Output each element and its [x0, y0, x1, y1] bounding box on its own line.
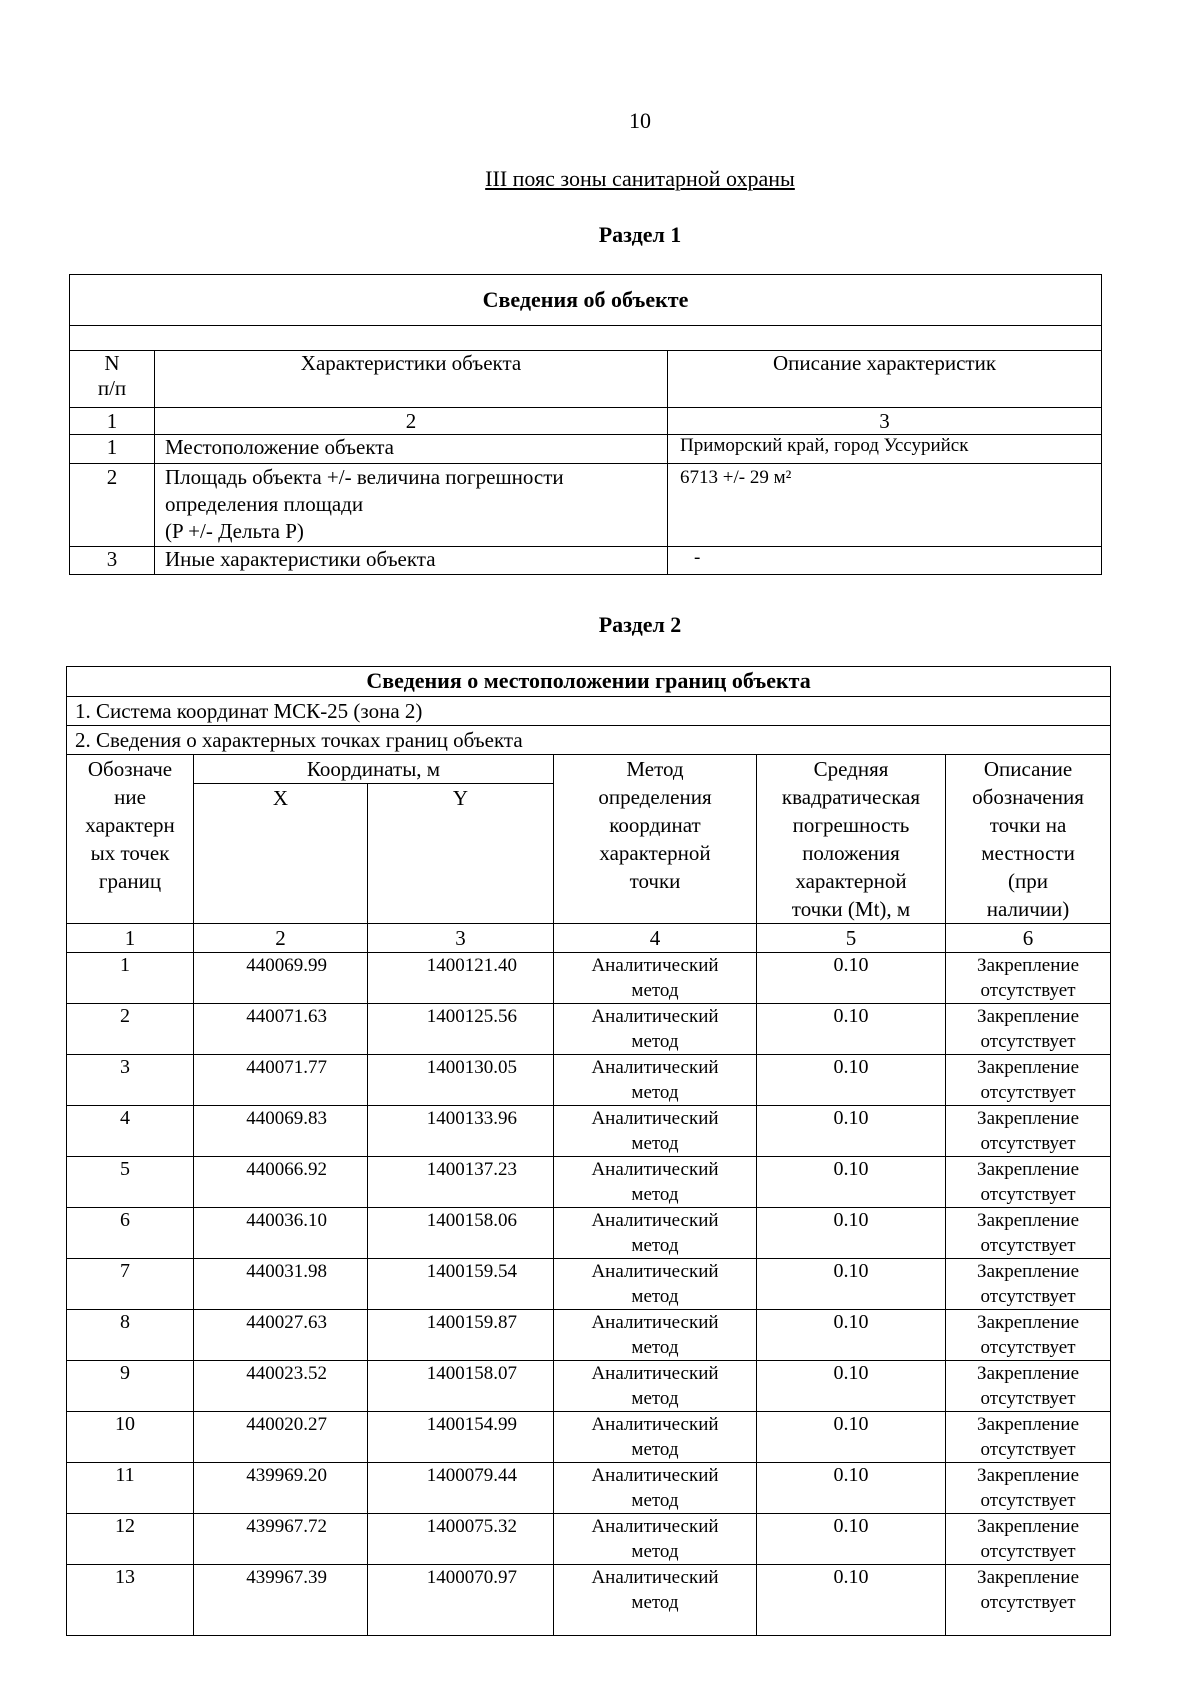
header-line: погрешность [792, 813, 910, 837]
header-num [70, 351, 155, 408]
col-number: 2 [155, 408, 668, 435]
row-description: Приморский край, город Уссурийск [668, 435, 1102, 464]
point-marking-line: Закрепление [977, 1465, 1080, 1486]
point-method-line: Аналитический [591, 1363, 719, 1384]
point-x: 439967.72 [194, 1514, 368, 1565]
point-number: 9 [67, 1361, 194, 1412]
table-row [67, 1208, 1111, 1259]
point-method-line: Аналитический [591, 1006, 719, 1027]
point-x: 440031.98 [194, 1259, 368, 1310]
col-number: 1 [70, 408, 155, 435]
point-method-line: метод [631, 1388, 679, 1409]
header-num-line1: N [104, 351, 120, 375]
col-number: 5 [757, 924, 946, 953]
header-line: определения [598, 785, 712, 809]
point-x: 440036.10 [194, 1208, 368, 1259]
point-marking-line: Закрепление [977, 955, 1080, 976]
point-x: 440069.99 [194, 953, 368, 1004]
point-marking-line: отсутствует [980, 1439, 1076, 1460]
row-characteristic-line: (P +/- Дельта P) [165, 519, 304, 543]
point-marking-line: отсутствует [980, 1031, 1076, 1052]
header-line: характерн [85, 813, 175, 837]
point-marking-line: отсутствует [980, 1592, 1076, 1613]
header-line: характерной [599, 841, 711, 865]
header-line: границ [98, 869, 162, 893]
point-marking-line: отсутствует [980, 1337, 1076, 1358]
point-x: 440023.52 [194, 1361, 368, 1412]
point-number: 7 [67, 1259, 194, 1310]
table-row [67, 1106, 1111, 1157]
point-number: 11 [67, 1463, 194, 1514]
row-num: 2 [70, 464, 155, 547]
point-y: 1400121.40 [368, 953, 554, 1004]
table-row [67, 1565, 1111, 1636]
point-method-line: Аналитический [591, 1567, 719, 1588]
point-marking-line: Закрепление [977, 1363, 1080, 1384]
point-error: 0.10 [757, 1106, 946, 1157]
point-method [554, 1514, 757, 1565]
point-method-line: метод [631, 1184, 679, 1205]
row-num: 1 [70, 435, 155, 464]
point-method [554, 1463, 757, 1514]
point-y: 1400130.05 [368, 1055, 554, 1106]
point-method-line: Аналитический [591, 1159, 719, 1180]
point-y: 1400079.44 [368, 1463, 554, 1514]
point-method-line: метод [631, 1439, 679, 1460]
point-method [554, 1157, 757, 1208]
table-row [67, 1157, 1111, 1208]
point-y: 1400159.87 [368, 1310, 554, 1361]
header-num-line2: п/п [97, 376, 127, 400]
table-row [70, 435, 1102, 464]
object-info-title: Сведения об объекте [70, 275, 1102, 326]
point-marking-line: Закрепление [977, 1567, 1080, 1588]
point-method [554, 1361, 757, 1412]
boundary-points-table [66, 666, 1111, 1636]
point-method [554, 1055, 757, 1106]
row-characteristic: Иные характеристики объекта [155, 547, 668, 575]
table-row [67, 1055, 1111, 1106]
header-line: Метод [626, 757, 684, 781]
point-marking [946, 1361, 1111, 1412]
point-method [554, 1565, 757, 1636]
page-number: 10 [629, 108, 651, 133]
row-num: 3 [70, 547, 155, 575]
point-y: 1400158.07 [368, 1361, 554, 1412]
header-line: ние [114, 785, 146, 809]
point-marking-line: отсутствует [980, 1541, 1076, 1562]
point-number: 6 [67, 1208, 194, 1259]
point-method-line: метод [631, 1286, 679, 1307]
table-row [67, 1259, 1111, 1310]
point-marking-line: Закрепление [977, 1312, 1080, 1333]
point-number: 4 [67, 1106, 194, 1157]
point-method-line: метод [631, 980, 679, 1001]
point-marking-line: Закрепление [977, 1108, 1080, 1129]
point-y: 1400133.96 [368, 1106, 554, 1157]
point-marking [946, 1157, 1111, 1208]
point-y: 1400159.54 [368, 1259, 554, 1310]
point-error: 0.10 [757, 1514, 946, 1565]
point-error: 0.10 [757, 1055, 946, 1106]
row-characteristic [155, 464, 668, 547]
point-method-line: Аналитический [591, 955, 719, 976]
point-number: 12 [67, 1514, 194, 1565]
point-method-line: метод [631, 1490, 679, 1511]
point-marking-line: Закрепление [977, 1210, 1080, 1231]
point-marking-line: отсутствует [980, 1184, 1076, 1205]
point-y: 1400125.56 [368, 1004, 554, 1055]
point-x: 440020.27 [194, 1412, 368, 1463]
point-method-line: метод [631, 1133, 679, 1154]
point-y: 1400154.99 [368, 1412, 554, 1463]
header-characteristic: Характеристики объекта [155, 351, 668, 408]
point-method [554, 1208, 757, 1259]
header-line: координат [609, 813, 701, 837]
point-method [554, 1259, 757, 1310]
col-number: 3 [668, 408, 1102, 435]
header-error [757, 755, 946, 924]
header-marking [946, 755, 1111, 924]
point-marking-line: Закрепление [977, 1516, 1080, 1537]
points-body [67, 953, 1111, 1636]
header-description: Описание характеристик [668, 351, 1102, 408]
header-designation [67, 755, 194, 924]
point-method-line: Аналитический [591, 1516, 719, 1537]
point-number: 13 [67, 1565, 194, 1636]
header-coordinates: Координаты, м [194, 755, 554, 784]
point-marking [946, 1412, 1111, 1463]
point-marking-line: Закрепление [977, 1006, 1080, 1027]
header-line: квадратическая [781, 785, 921, 809]
point-x: 440066.92 [194, 1157, 368, 1208]
col-number: 1 [67, 924, 194, 953]
point-marking [946, 1514, 1111, 1565]
row-characteristic-line: Площадь объекта +/- величина погрешности [165, 465, 564, 489]
table-row [70, 547, 1102, 575]
header-method [554, 755, 757, 924]
table-row [67, 1361, 1111, 1412]
point-x: 440071.77 [194, 1055, 368, 1106]
object-info-table [69, 274, 1102, 575]
point-marking [946, 1055, 1111, 1106]
point-method-line: Аналитический [591, 1414, 719, 1435]
table-row [67, 953, 1111, 1004]
point-marking-line: отсутствует [980, 1286, 1076, 1307]
point-method-line: Аналитический [591, 1108, 719, 1129]
point-error: 0.10 [757, 1004, 946, 1055]
header-line: характерной [795, 869, 907, 893]
point-method [554, 953, 757, 1004]
point-method [554, 1106, 757, 1157]
blank-row [70, 326, 1102, 351]
point-marking [946, 1463, 1111, 1514]
point-error: 0.10 [757, 1463, 946, 1514]
table-row [67, 1514, 1111, 1565]
point-x: 439967.39 [194, 1565, 368, 1636]
row-characteristic-line: определения площади [165, 492, 364, 516]
point-marking [946, 1106, 1111, 1157]
point-error: 0.10 [757, 1565, 946, 1636]
point-method-line: метод [631, 1031, 679, 1052]
col-number: 6 [946, 924, 1111, 953]
table-row [67, 1004, 1111, 1055]
boundary-table-title: Сведения о местоположении границ объекта [67, 667, 1111, 697]
table-row [70, 464, 1102, 547]
point-number: 10 [67, 1412, 194, 1463]
point-marking-line: отсутствует [980, 980, 1076, 1001]
point-error: 0.10 [757, 1208, 946, 1259]
point-number: 8 [67, 1310, 194, 1361]
col-number: 3 [368, 924, 554, 953]
point-marking [946, 1565, 1111, 1636]
point-number: 3 [67, 1055, 194, 1106]
point-error: 0.10 [757, 1361, 946, 1412]
point-x: 440071.63 [194, 1004, 368, 1055]
point-method [554, 1310, 757, 1361]
table-row [67, 1310, 1111, 1361]
point-method [554, 1412, 757, 1463]
point-y: 1400075.32 [368, 1514, 554, 1565]
point-method-line: метод [631, 1592, 679, 1613]
zone-title: III пояс зоны санитарной охраны [485, 166, 795, 191]
point-method-line: метод [631, 1235, 679, 1256]
point-marking-line: Закрепление [977, 1261, 1080, 1282]
header-line: Обозначе [87, 757, 173, 781]
point-method-line: Аналитический [591, 1057, 719, 1078]
point-marking-line: отсутствует [980, 1235, 1076, 1256]
point-marking-line: отсутствует [980, 1082, 1076, 1103]
col-number: 2 [194, 924, 368, 953]
header-line: (при [1008, 869, 1049, 893]
row-description: 6713 +/- 29 м² [668, 464, 1102, 547]
point-marking [946, 1004, 1111, 1055]
point-y: 1400137.23 [368, 1157, 554, 1208]
point-method-line: метод [631, 1082, 679, 1103]
section2-heading: Раздел 2 [598, 612, 682, 637]
point-error: 0.10 [757, 1310, 946, 1361]
header-x: X [194, 784, 368, 924]
col-number: 4 [554, 924, 757, 953]
header-line: Описание [983, 757, 1073, 781]
point-number: 2 [67, 1004, 194, 1055]
point-error: 0.10 [757, 1412, 946, 1463]
section1-heading: Раздел 1 [598, 222, 682, 247]
row-description: - [668, 547, 1102, 575]
point-x: 440069.83 [194, 1106, 368, 1157]
point-x: 439969.20 [194, 1463, 368, 1514]
points-title: 2. Сведения о характерных точках границ объекта [67, 726, 1111, 755]
point-error: 0.10 [757, 1157, 946, 1208]
header-line: Средняя [813, 757, 889, 781]
point-marking [946, 1259, 1111, 1310]
header-line: точки (Mt), м [791, 897, 911, 921]
point-marking-line: Закрепление [977, 1414, 1080, 1435]
header-line: местности [981, 841, 1075, 865]
point-number: 1 [67, 953, 194, 1004]
point-marking-line: Закрепление [977, 1057, 1080, 1078]
row-characteristic: Местоположение объекта [155, 435, 668, 464]
point-error: 0.10 [757, 1259, 946, 1310]
header-line: наличии) [986, 897, 1070, 921]
point-method-line: Аналитический [591, 1210, 719, 1231]
table-row [67, 1412, 1111, 1463]
point-marking-line: отсутствует [980, 1388, 1076, 1409]
point-method-line: Аналитический [591, 1465, 719, 1486]
header-line: точки [629, 869, 681, 893]
point-marking [946, 1208, 1111, 1259]
point-marking [946, 953, 1111, 1004]
point-marking-line: отсутствует [980, 1133, 1076, 1154]
point-marking-line: Закрепление [977, 1159, 1080, 1180]
point-marking-line: отсутствует [980, 1490, 1076, 1511]
point-y: 1400158.06 [368, 1208, 554, 1259]
point-method-line: метод [631, 1541, 679, 1562]
point-x: 440027.63 [194, 1310, 368, 1361]
point-method [554, 1004, 757, 1055]
point-method-line: Аналитический [591, 1261, 719, 1282]
point-marking [946, 1310, 1111, 1361]
point-method-line: метод [631, 1337, 679, 1358]
coord-system: 1. Система координат МСК-25 (зона 2) [67, 697, 1111, 726]
header-line: обозначения [972, 785, 1084, 809]
table-row [67, 1463, 1111, 1514]
point-y: 1400070.97 [368, 1565, 554, 1636]
point-number: 5 [67, 1157, 194, 1208]
header-line: ых точек [90, 841, 170, 865]
header-line: положения [802, 841, 900, 865]
point-error: 0.10 [757, 953, 946, 1004]
point-method-line: Аналитический [591, 1312, 719, 1333]
header-y: Y [368, 784, 554, 924]
header-line: точки на [989, 813, 1067, 837]
